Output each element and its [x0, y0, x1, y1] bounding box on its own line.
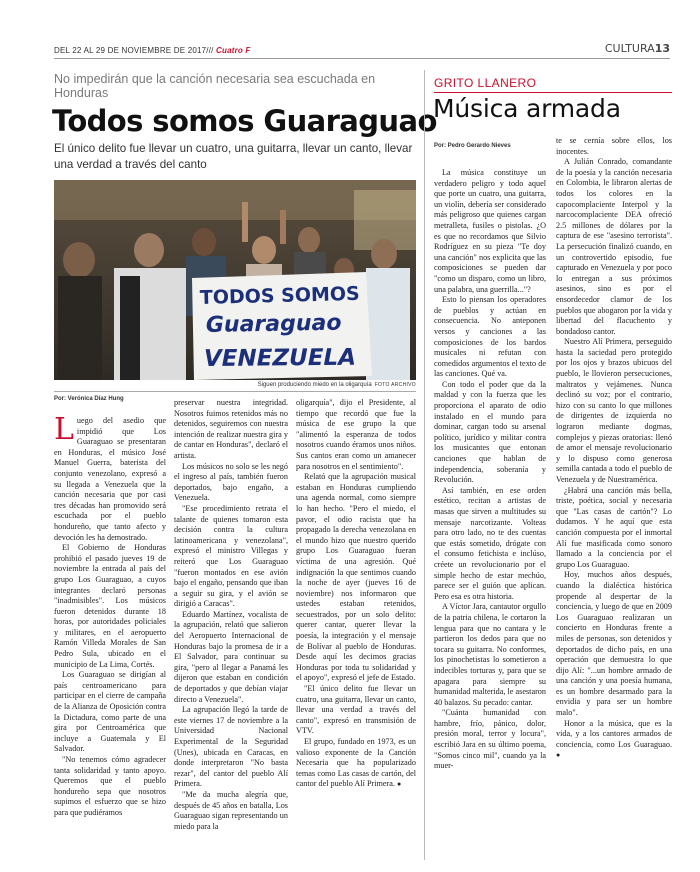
opinion-byline: Por: Pedro Gerardo Nieves [434, 143, 511, 149]
article-col1-p1-text: uego del asedio que impidió que Los Guaraguao se presentaran en Honduras, el músico José Manuel Guerra, baterista del conjunto venezolano, expresó a su llegada a Venezuela que la canción necesaria que por casi tres décadas han promovido será escuchada por el pueblo hondureño, que tanto afecto y devoción les ha demostrado. [54, 416, 166, 542]
page-number: 13 [654, 42, 670, 55]
photo-caption [232, 382, 416, 388]
section-vertical-divider [424, 70, 425, 860]
banner-line-1: TODOS SOMOS [199, 282, 360, 309]
article-headline: Todos somos Guaraguao [52, 104, 437, 138]
article-col3-p4 [296, 737, 416, 790]
end-bullet: ● [396, 780, 402, 789]
opinion-label-underline [434, 92, 672, 93]
opinion-col2-p3: Nuestro Alí Primera, perseguido hasta la saciedad pero protegido por los ojos y brazos ubicuos del pueblo, le llovieron persecuciones, maltratos y vejámenes. Nunca declinó su voz; por el contrario, hizo con su canto lo que millones de dirigentes de izquierda no lograron mediante dogmas, complejos y piezas oratorias: llenó de amor el mensaje revolucionario y lo dispuso como generosa semilla cantada a todo el pueblo de Venezuela y de Nuestramérica. [556, 337, 672, 484]
issue-date [54, 46, 251, 55]
opinion-col2-p4: ¿Habrá una canción más bella, triste, poética, social y necesaria que "Las casas de cartón"? Lo dudamos. Y he aquí que esta canción compuesta por el inmortal Alí fue masificada como sonoro llamado a la conciencia por el grupo Los Guaraguao. [556, 485, 672, 569]
photo-illustration [54, 180, 416, 380]
opinion-col1-p2: Esto lo piensan los operadores de pueblos y actúan en consecuencia. No anteponen versos y canciones a las composiciones de los bardos musicales ni refutan con comedidos argumentos el texto de las canciones. Qué va. [434, 295, 546, 379]
opinion-title: Música armada [433, 94, 621, 123]
opinion-col1-p6: "Cuánta humanidad con hambre, frío, pánico, dolor, presión moral, terror y locura", escribió Jara en su último poema, "Somos cinco mil", cuando ya la muer- [434, 708, 546, 771]
opinion-col1-p3: Con todo el poder que da la maldad y con la fuerza que les proporciona el aparato de odio instalado en el mundo para dominar, cargan todo su arsenal político, jurídico y militar contra los musicantes que entonan canciones que hablan de independencia, soberanía y Revolución. [434, 379, 546, 485]
header-divider [54, 58, 670, 59]
article-col1-p1 [54, 412, 166, 543]
article-col2-p4: Eduardo Martínez, vocalista de la agrupación, relató que salieron del Aeropuerto Internacional de Honduras bajo la promesa de ir a El Salvador, para continuar su gira, "pero al llegar a Panamá les dijeron que estaban en condición de deportados y que debían viajar directo a Venezuela". [174, 609, 288, 704]
article-col3-p4-text: El grupo, fundado en 1973, es un valioso exponente de la Canción Necesaria que ha popularizado temas como Las casas de cartón, del cantor del pueblo Alí Primera. [296, 737, 416, 789]
opinion-col2-p1: te se cernía sobre ellos, los inocentes. [556, 136, 672, 156]
opinion-section-label: GRITO LLANERO [434, 76, 537, 90]
article-col2-p3: "Ese procedimiento retrata el talante de quienes tomaron esta decisión contra la cultura latinoamericana y venezolana", expresó el ministro Villegas y reiteró que Los Guaraguao "fueron montados en ese avión bajo el engaño, pensando que iban a seguir su gira, y el avión se dirigió a Caracas". [174, 503, 288, 609]
issue-date-text: DEL 22 AL 29 DE NOVIEMBRE DE 2017/// [54, 46, 214, 55]
opinion-col1-p5: A Víctor Jara, cantautor orgullo de la patria chilena, le cortaron la lengua para que no cantara y le partieron los dedos para que no tocara su guitarra. No conformes, los pinochetistas lo sometieron a indecibles torturas y, para que se apagara para siempre su humanidad malterida, le asestaron 40 balazos. Su pecado: cantar. [434, 602, 546, 707]
opinion-col2-p2: A Julián Conrado, comandante de la poesía y la canción necesaria en Colombia, le libraron alertas de todos los colores en la capocomplaciente Interpol y la narcocomplaciente DEA ofreció 2.5 millones de dólares por la captura de ese "asesino terrorista". La persecución finalizó cuando, en un controvertido episodio, fue capturado en Venezuela y por poco lo entregan a sus próximos asesinos, sino es por el ensordecedor clamor de los pueblos que abogaron por la vida y libertad del flacuchento y bondadoso cantor. [556, 157, 672, 336]
article-col2-p1: preservar nuestra integridad. Nosotros fuimos retenidos más no detenidos, seguiremos con nuestra intención de realizar nuestra gira y de cantar en Honduras", declaró el artista. [174, 398, 288, 460]
article-photo [54, 180, 416, 380]
opinion-col1-p4: Así también, en ese orden estético, recitan a artistas de masas que sirven a multitudes su mensaje narcotizante. Volteas para otro lado, no te des cuentas que estás sometido, drógate con el consumo fetichista e inclúso, créete un revolucionario por el simple hecho de estar mechúo, parece ser el guión que aplican. Pero esa es otra historia. [434, 485, 546, 601]
article-col3-p1: oligarquía", dijo el Presidente, al tiempo que recordó que fue la música de ese grupo la que "alimentó la esperanza de todos nosotros cuando éramos unos niños. Sus cantos eran como un amanecer para nosotros en el sentimiento". [296, 398, 416, 471]
article-col2-p2: Los músicos no solo se les negó el ingreso al país, también fueron deportados, bajo engaño, a Venezuela. [174, 461, 288, 503]
photo-caption-text: Siguen produciendo miedo en la oligarquía [257, 382, 372, 388]
article-col2-p6: "Me da mucha alegría que, después de 45 años en batalla, Los Guaraguao sigan representando un miedo para la [174, 789, 288, 831]
article-byline: Por: Verónica Díaz Hung [54, 396, 124, 402]
article-col1-p4: "No tenemos cómo agradecer tanta solidaridad y tanto apoyo. Queremos que el pueblo hondureño sepa que nosotros supimos el esfuerzo que se hizo para que pudiéramos [54, 755, 166, 817]
article-col3-p3: "El único delito fue llevar un cuatro, una guitarra, llevar un canto, llevar una verdad a través del canto", expresó en transmisión de VTV. [296, 684, 416, 736]
brand-logo: Cuatro F [216, 46, 251, 55]
article-col3-p2: Relató que la agrupación musical estaban en Honduras cumpliendo una agenda normal, como siempre lo han hecho. "Pero el miedo, el pavor, el odio racista que ha propagado la derecha venezolana en el mundo hizo que nuestro querido grupo Los Guaraguao fueran víctima de una agresión. Qué indignación la que sentimos cuando la noche de ayer (jueves 16 de noviembre) nos informaron que ustedes estaban retenidos, secuestrados, por un solo delito: querer cantar, querer llevar la poesía, la integración y el mensaje de Bolívar al pueblo de Honduras. Desde aquí les decimos gracias Honduras por toda tu solidaridad y el apoyo", expresó el jefe de Estado. [296, 472, 416, 683]
opinion-col1-p1: La música constituye un verdadero peligro y todo aquel que porte un cuatro, una guitarra, un violín, debería ser considerado más peligroso que quienes cargan metralleta, fusiles o pistolas. ¿O es que no recordamos que Silvio Rodríguez en su pieza "Te doy una canción" nos explicita que las composiciones se pueden dar "como un disparo, como un libro, una palabra, una guerrilla..."? [434, 168, 546, 294]
section-header [605, 42, 670, 55]
drop-cap: L [54, 412, 74, 447]
photo-credit: FOTO ARCHIVO [374, 382, 416, 388]
caption-divider [54, 391, 416, 392]
article-column-2 [174, 398, 288, 832]
banner-line-3: VENEZUELA [203, 344, 357, 372]
article-column-3 [296, 398, 416, 790]
end-bullet: ● [556, 751, 561, 760]
opinion-col2-p5: Hoy, muchos años después, cuando la dialéctica histórica propende al despertar de la conciencia, y luego de que en 2009 Los Guaraguao realizaran un concierto en Honduras frente a miles de personas, son detenidos y deportados de dicho país, en una operación que demuestra lo que dijo Alí: "...un hombre armado de una canción y una poesía humana, es un hombre desarmado para la envidia y para ser un hombre malo". [556, 570, 672, 718]
opinion-column-2 [556, 136, 672, 761]
article-kicker: No impedirán que la canción necesaria sea escuchada en Honduras [54, 72, 376, 100]
article-deck: El único delito fue llevar un cuatro, una guitarra, llevar un canto, llevar una verdad a través del canto [54, 142, 413, 171]
opinion-col2-p6-text: Honor a la música, que es la vida, y a los cantores armados de conciencia, como Los Guaraguao. [556, 718, 672, 749]
article-col1-p3: Los Guaraguao se dirigían al país centroamericano para participar en el cierre de campaña de la Alianza de Oposición contra la Dictadura, como parte de una gira por Centroamérica que incluye a Guatemala y El Salvador. [54, 670, 166, 754]
article-column-1 [54, 412, 166, 819]
article-col2-p5: La agrupación llegó la tarde de este viernes 17 de noviembre a la Universidad Nacional Experimental de la Seguridad (Unes), ubicada en Caracas, en donde interpretaron "No basta rezar", del cantor del pueblo Alí Primera. [174, 705, 288, 789]
opinion-column-1 [434, 168, 546, 772]
opinion-col2-p6 [556, 719, 672, 761]
banner-line-2: Guaraguao [205, 310, 342, 338]
article-col1-p2: El Gobierno de Honduras prohibió el pasado jueves 19 de noviembre la entrada al país del grupo Los Guaraguao, a cuyos integrantes declaró personas "inadmisibles". Los músicos fueron detenidos durante 18 horas, por autoridades policiales y militares, en el aeropuerto Ramón Villeda Morales de San Pedro Sula, ubicado en el municipio de La Lima, Cortés. [54, 543, 166, 669]
section-name: CULTURA [604, 42, 655, 55]
